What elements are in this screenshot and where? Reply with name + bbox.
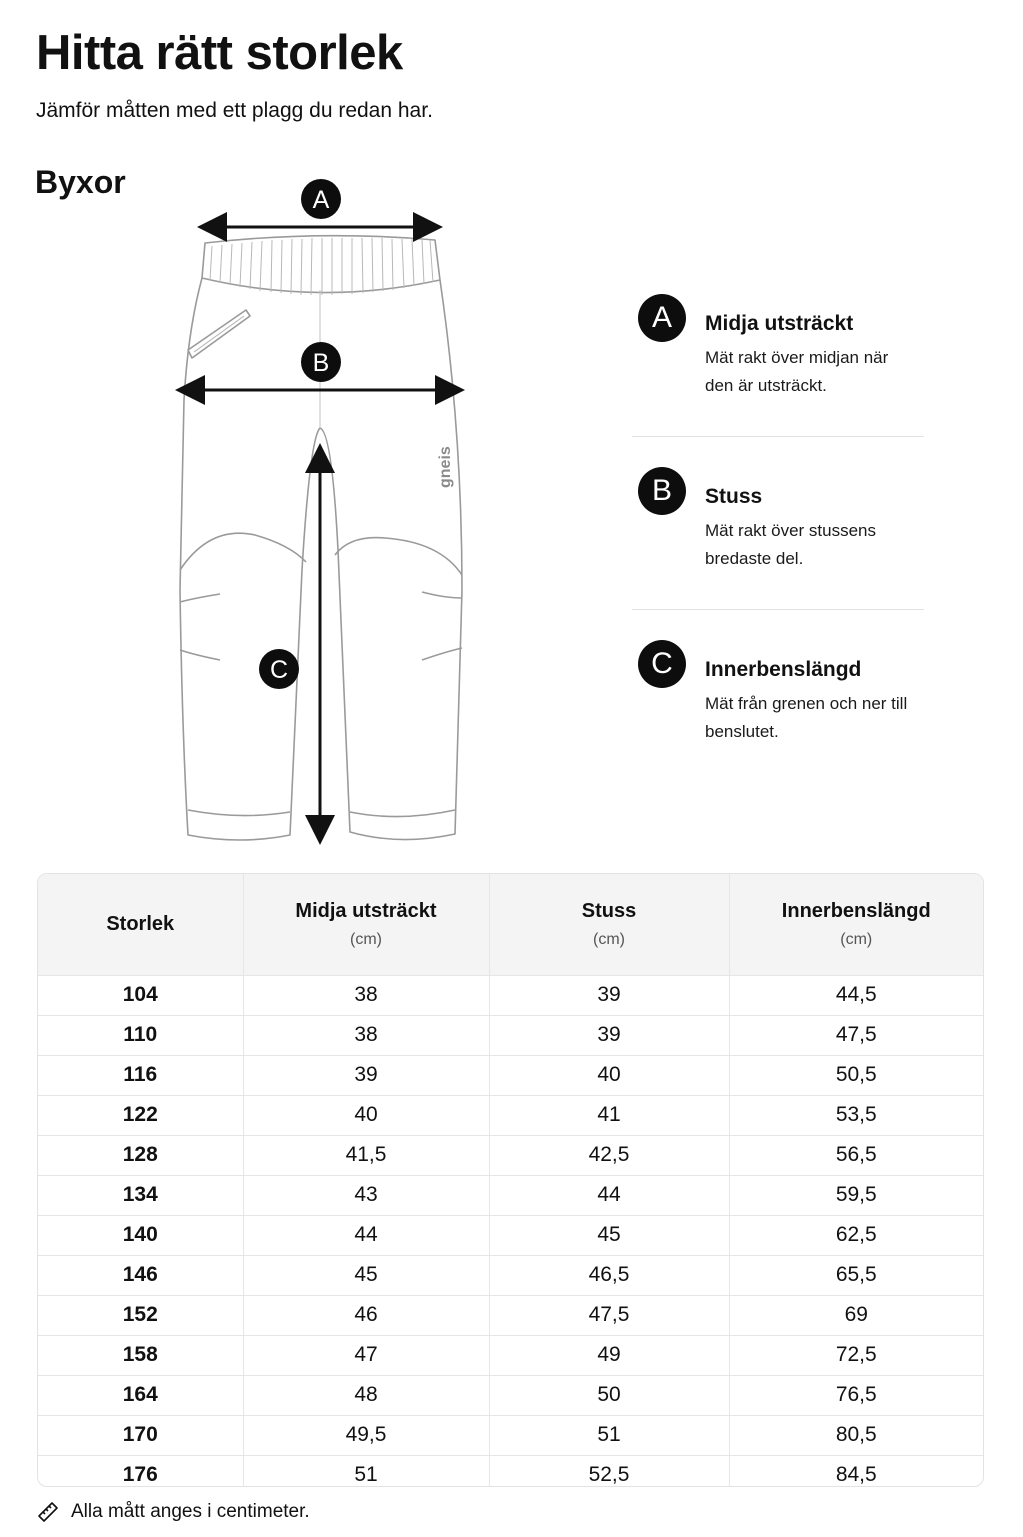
measurement-cell: 46,5 (489, 1255, 729, 1295)
page-subtitle: Jämför måtten med ett plagg du redan har. (36, 99, 433, 122)
size-cell: 110 (38, 1015, 243, 1055)
measurement-cell: 39 (489, 1015, 729, 1055)
legend-badge-a: A (638, 294, 686, 342)
legend-divider (632, 609, 924, 610)
measurement-cell: 38 (243, 1015, 489, 1055)
size-table (38, 874, 983, 1487)
svg-text:A: A (312, 186, 330, 214)
size-cell: 176 (38, 1455, 243, 1487)
measurement-cell: 49,5 (243, 1415, 489, 1455)
marker-a (301, 179, 341, 219)
measurement-cell: 44,5 (729, 975, 983, 1015)
table-row (38, 1295, 983, 1335)
measurement-cell: 45 (489, 1215, 729, 1255)
measurement-cell: 50 (489, 1375, 729, 1415)
measurement-cell: 46 (243, 1295, 489, 1335)
measurement-cell: 47,5 (729, 1015, 983, 1055)
measurement-cell: 38 (243, 975, 489, 1015)
measurement-cell: 69 (729, 1295, 983, 1335)
size-cell: 122 (38, 1095, 243, 1135)
measurement-cell: 43 (243, 1175, 489, 1215)
table-row (38, 1215, 983, 1255)
measurement-cell: 42,5 (489, 1135, 729, 1175)
measurement-cell: 39 (243, 1055, 489, 1095)
size-cell: 140 (38, 1215, 243, 1255)
legend-divider (632, 436, 924, 437)
table-row (38, 1375, 983, 1415)
legend-badge-c: C (638, 640, 686, 688)
table-row (38, 1255, 983, 1295)
measurement-cell: 39 (489, 975, 729, 1015)
table-row (38, 1415, 983, 1455)
size-cell: 128 (38, 1135, 243, 1175)
size-table-container (37, 873, 984, 1487)
table-row (38, 1015, 983, 1055)
measurement-cell: 76,5 (729, 1375, 983, 1415)
size-cell: 164 (38, 1375, 243, 1415)
measurement-cell: 48 (243, 1375, 489, 1415)
measurement-cell: 51 (489, 1415, 729, 1455)
measurement-cell: 44 (489, 1175, 729, 1215)
svg-text:C: C (269, 656, 289, 684)
marker-b (301, 342, 341, 382)
measurement-cell: 40 (489, 1055, 729, 1095)
measurement-cell: 84,5 (729, 1455, 983, 1487)
measurement-cell: 59,5 (729, 1175, 983, 1215)
table-row (38, 1335, 983, 1375)
table-header-row (38, 874, 983, 975)
measurement-cell: 65,5 (729, 1255, 983, 1295)
measurement-cell: 56,5 (729, 1135, 983, 1175)
measurement-cell: 72,5 (729, 1335, 983, 1375)
marker-c (259, 649, 299, 689)
measurement-cell: 52,5 (489, 1455, 729, 1487)
size-cell: 146 (38, 1255, 243, 1295)
legend-description: Mät från grenen och ner till benslutet. (705, 694, 908, 741)
legend-description: Mät rakt över midjan när den är utsträckt. (705, 348, 889, 395)
measurement-cell: 49 (489, 1335, 729, 1375)
section-title: Byxor (35, 164, 126, 200)
measurement-cell: 47,5 (489, 1295, 729, 1335)
size-cell: 152 (38, 1295, 243, 1335)
size-cell: 170 (38, 1415, 243, 1455)
size-cell: 104 (38, 975, 243, 1015)
legend-item-a (632, 294, 924, 436)
legend-item-b (632, 467, 924, 609)
measurement-cell: 51 (243, 1455, 489, 1487)
table-row (38, 1055, 983, 1095)
measurement-cell: 41,5 (243, 1135, 489, 1175)
size-cell: 158 (38, 1335, 243, 1375)
header-hip: Stuss (cm) (489, 874, 729, 975)
legend-title: Midja utsträckt (705, 312, 854, 335)
footer-note-text: Alla mått anges i centimeter. (71, 1501, 310, 1522)
legend-title: Stuss (705, 485, 763, 508)
measurement-cell: 44 (243, 1215, 489, 1255)
measurement-cell: 47 (243, 1335, 489, 1375)
measurement-cell: 41 (489, 1095, 729, 1135)
brand-label: gneis (437, 446, 454, 488)
measurement-cell: 50,5 (729, 1055, 983, 1095)
measurement-cell: 80,5 (729, 1415, 983, 1455)
measurement-cell: 53,5 (729, 1095, 983, 1135)
measurement-legend (632, 294, 924, 782)
table-row (38, 1455, 983, 1487)
legend-badge-b: B (638, 467, 686, 515)
table-row (38, 1135, 983, 1175)
measurement-cell: 45 (243, 1255, 489, 1295)
measurement-cell: 40 (243, 1095, 489, 1135)
header-inseam: Innerbenslängd (cm) (781, 899, 931, 948)
page-title: Hitta rätt storlek (36, 26, 403, 80)
header-size: Storlek (38, 874, 243, 975)
measurement-cell: 62,5 (729, 1215, 983, 1255)
legend-description: Mät rakt över stussens bredaste del. (705, 521, 877, 568)
svg-text:B: B (312, 349, 330, 377)
ruler-icon (36, 1500, 60, 1524)
header-waist: Midja utsträckt (cm) (243, 874, 489, 975)
legend-item-c (632, 640, 924, 782)
pants-measurement-diagram (170, 170, 480, 850)
size-cell: 116 (38, 1055, 243, 1095)
table-row (38, 975, 983, 1015)
footer-note (36, 1500, 310, 1524)
table-row (38, 1175, 983, 1215)
size-cell: 134 (38, 1175, 243, 1215)
table-row (38, 1095, 983, 1135)
legend-title: Innerbenslängd (705, 658, 862, 681)
